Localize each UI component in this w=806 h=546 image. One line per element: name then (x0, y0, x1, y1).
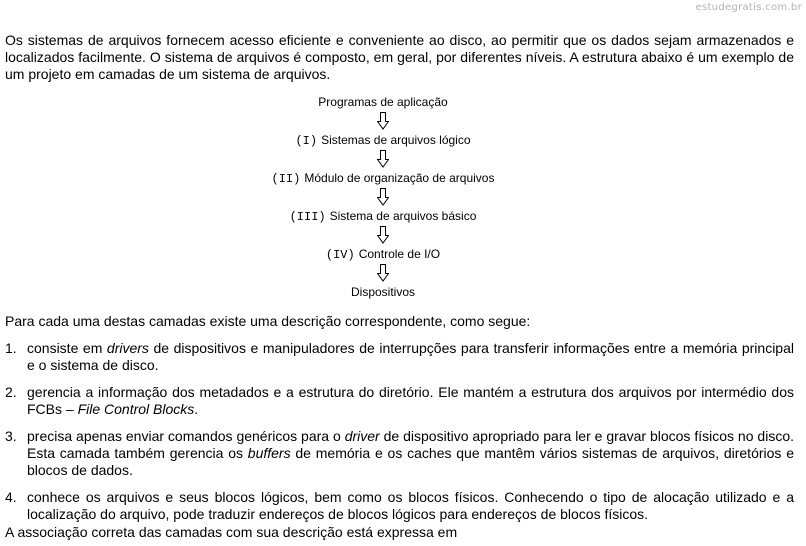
item-number: 2. (5, 384, 17, 400)
item-emphasis: File Control Blocks (77, 401, 195, 417)
down-arrow-icon (0, 110, 766, 132)
layer-i (0, 132, 766, 148)
item-emphasis: buffers (247, 445, 291, 461)
layer-top: Programas de aplicação (318, 95, 448, 109)
layer-iii-label: Sistema de arquivos básico (329, 209, 477, 223)
layer-iii-number: (III) (289, 210, 326, 224)
down-arrow-icon (0, 186, 766, 208)
item-emphasis: driver (344, 428, 380, 444)
item-emphasis: drivers (106, 340, 149, 356)
layer-ii-number: (II) (271, 172, 301, 186)
layer-iii (0, 208, 766, 224)
item-number: 1. (5, 340, 17, 356)
layer-iv-label: Controle de I/O (358, 247, 441, 261)
layer-i-number: (I) (295, 134, 318, 148)
item-text: precisa apenas enviar comandos genéricos para o (27, 428, 345, 444)
lead-sentence: Para cada uma destas camadas existe uma descrição correspondente, como segue: (5, 313, 531, 329)
layer-ii-label: Módulo de organização de arquivos (304, 171, 495, 185)
item-text: conhece os arquivos e seus blocos lógicos, bem como os blocos físicos. Conhecendo o tipo de alocação utilizado e a localização do arquivo, pode traduzir endereços de blocos lógicos para endereços de blocos físicos. (27, 489, 794, 522)
item-text: de memória e os caches que mantêm vários sistemas de arquivos, diretórios e blocos de dados. (27, 445, 794, 478)
layer-i-label: Sistemas de arquivos lógico (321, 133, 471, 147)
down-arrow-icon (0, 224, 766, 246)
item-text: . (194, 401, 199, 417)
list-item (5, 384, 794, 418)
list-item (5, 340, 794, 374)
item-text: de dispositivo apropriado para ler e gravar blocos físicos no disco. Esta camada também gerencia os (27, 428, 794, 461)
item-text: consiste em (27, 340, 107, 356)
layer-iv (0, 246, 766, 262)
down-arrow-icon (0, 148, 766, 170)
down-arrow-icon (0, 262, 766, 284)
layer-bottom: Dispositivos (350, 285, 416, 299)
layer-diagram (0, 94, 766, 300)
item-text: gerencia a informação dos metadados e a estrutura do diretório. Ele mantém a estrutura dos arquivos por intermédio dos FCBs – (27, 384, 794, 417)
item-text: de dispositivos e manipuladores de interrupções para transferir informações entre a memória principal e o sistema de disco. (27, 340, 794, 373)
item-number: 4. (5, 489, 17, 505)
layer-iv-number: (IV) (325, 248, 355, 262)
layer-ii (0, 170, 766, 186)
description-list (5, 340, 794, 533)
intro-paragraph: Os sistemas de arquivos fornecem acesso eficiente e conveniente ao disco, ao permitir que os dados sejam armazenados e localizados facilmente. O sistema de arquivos é composto, em geral, por diferentes níveis. A estrutura abaixo é um exemplo de um projeto em camadas de um sistema de arquivos. (5, 32, 794, 82)
item-number: 3. (5, 428, 17, 444)
watermark: estudegratis.com.br (695, 2, 802, 13)
list-item (5, 428, 794, 479)
closing-sentence: A associação correta das camadas com sua descrição está expressa em (5, 524, 458, 540)
list-item (5, 489, 794, 523)
